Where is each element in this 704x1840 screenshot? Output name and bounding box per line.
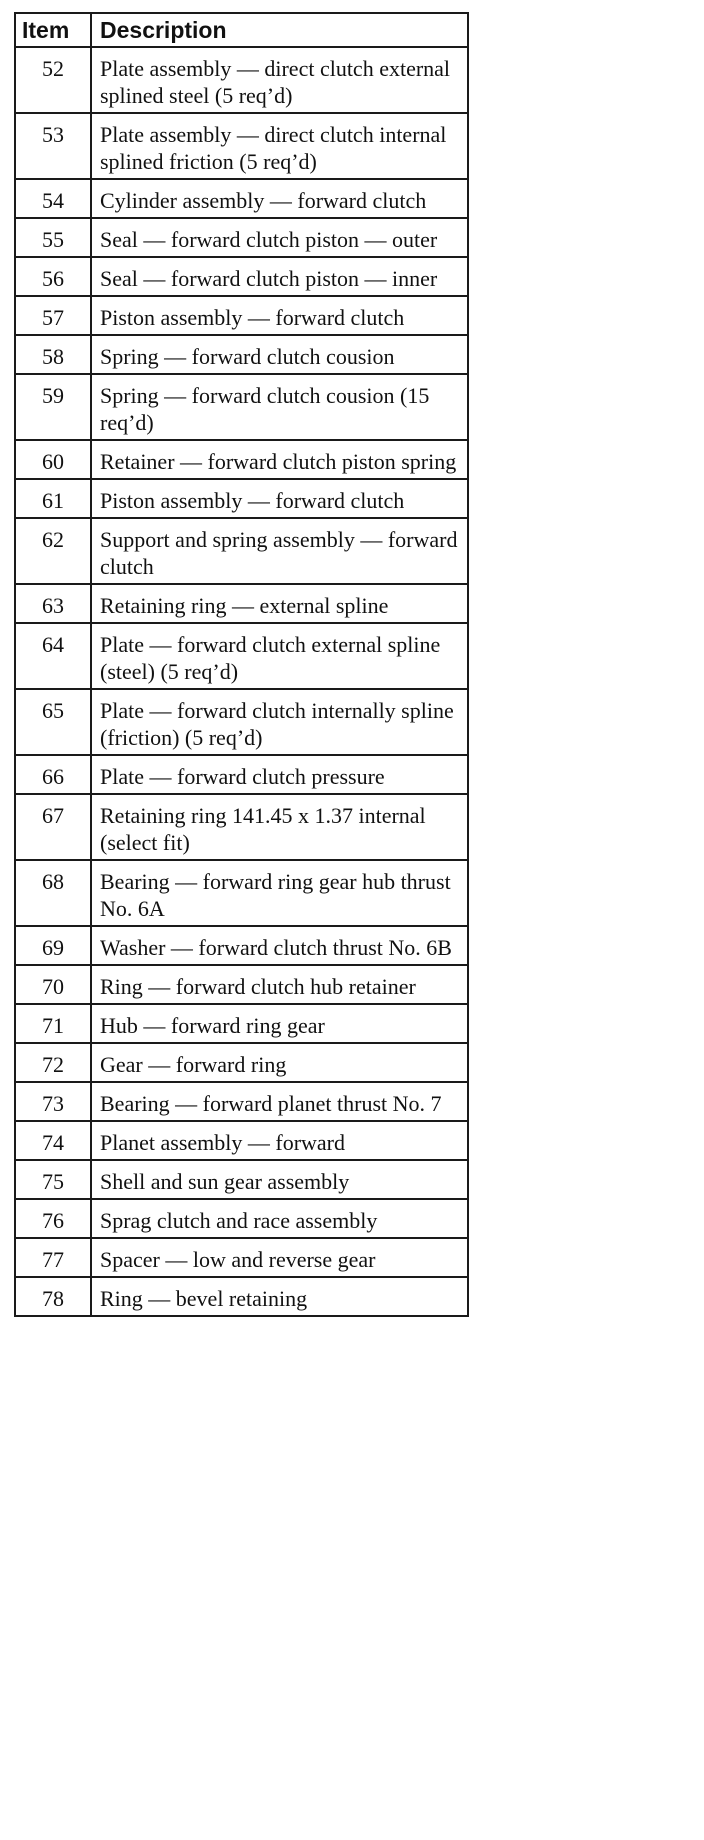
table-row bbox=[15, 794, 468, 860]
item-number-cell: 69 bbox=[15, 926, 91, 965]
table-row bbox=[15, 479, 468, 518]
description-column-header: Description bbox=[91, 13, 468, 47]
table-row bbox=[15, 1238, 468, 1277]
item-number-cell: 75 bbox=[15, 1160, 91, 1199]
table-row bbox=[15, 374, 468, 440]
table-row bbox=[15, 1004, 468, 1043]
table-row bbox=[15, 47, 468, 113]
item-number-cell: 60 bbox=[15, 440, 91, 479]
table-row bbox=[15, 1082, 468, 1121]
table-row bbox=[15, 257, 468, 296]
table-row bbox=[15, 518, 468, 584]
table-row bbox=[15, 1160, 468, 1199]
description-cell: Support and spring assembly — forward clutch bbox=[91, 518, 468, 584]
description-cell: Ring — forward clutch hub retainer bbox=[91, 965, 468, 1004]
parts-table bbox=[14, 12, 469, 1317]
header-row bbox=[15, 13, 468, 47]
description-cell: Hub — forward ring gear bbox=[91, 1004, 468, 1043]
description-cell: Spring — forward clutch cousion bbox=[91, 335, 468, 374]
description-cell: Plate assembly — direct clutch internal splined friction (5 req’d) bbox=[91, 113, 468, 179]
description-cell: Gear — forward ring bbox=[91, 1043, 468, 1082]
item-number-cell: 65 bbox=[15, 689, 91, 755]
item-number-cell: 77 bbox=[15, 1238, 91, 1277]
table-row bbox=[15, 860, 468, 926]
description-cell: Plate — forward clutch pressure bbox=[91, 755, 468, 794]
description-cell: Seal — forward clutch piston — inner bbox=[91, 257, 468, 296]
item-number-cell: 55 bbox=[15, 218, 91, 257]
item-number-cell: 53 bbox=[15, 113, 91, 179]
item-number-cell: 61 bbox=[15, 479, 91, 518]
table-row bbox=[15, 1199, 468, 1238]
table-row bbox=[15, 179, 468, 218]
table-row bbox=[15, 623, 468, 689]
item-number-cell: 71 bbox=[15, 1004, 91, 1043]
item-number-cell: 74 bbox=[15, 1121, 91, 1160]
item-column-header: Item bbox=[15, 13, 91, 47]
description-cell: Plate — forward clutch internally spline (friction) (5 req’d) bbox=[91, 689, 468, 755]
description-cell: Plate — forward clutch external spline (steel) (5 req’d) bbox=[91, 623, 468, 689]
item-number-cell: 59 bbox=[15, 374, 91, 440]
description-cell: Spring — forward clutch cousion (15 req’d) bbox=[91, 374, 468, 440]
table-row bbox=[15, 1121, 468, 1160]
item-number-cell: 62 bbox=[15, 518, 91, 584]
table-row bbox=[15, 689, 468, 755]
description-cell: Retaining ring 141.45 x 1.37 internal (select fit) bbox=[91, 794, 468, 860]
description-cell: Retainer — forward clutch piston spring bbox=[91, 440, 468, 479]
table-row bbox=[15, 335, 468, 374]
item-number-cell: 63 bbox=[15, 584, 91, 623]
description-cell: Spacer — low and reverse gear bbox=[91, 1238, 468, 1277]
description-cell: Washer — forward clutch thrust No. 6B bbox=[91, 926, 468, 965]
description-cell: Piston assembly — forward clutch bbox=[91, 296, 468, 335]
description-cell: Piston assembly — forward clutch bbox=[91, 479, 468, 518]
item-number-cell: 64 bbox=[15, 623, 91, 689]
item-number-cell: 72 bbox=[15, 1043, 91, 1082]
item-number-cell: 76 bbox=[15, 1199, 91, 1238]
table-row bbox=[15, 1043, 468, 1082]
item-number-cell: 57 bbox=[15, 296, 91, 335]
item-number-cell: 66 bbox=[15, 755, 91, 794]
table-row bbox=[15, 296, 468, 335]
table-row bbox=[15, 113, 468, 179]
table-row bbox=[15, 755, 468, 794]
table-row bbox=[15, 440, 468, 479]
table-row bbox=[15, 926, 468, 965]
table-row bbox=[15, 1277, 468, 1316]
description-cell: Shell and sun gear assembly bbox=[91, 1160, 468, 1199]
description-cell: Bearing — forward planet thrust No. 7 bbox=[91, 1082, 468, 1121]
description-cell: Seal — forward clutch piston — outer bbox=[91, 218, 468, 257]
description-cell: Retaining ring — external spline bbox=[91, 584, 468, 623]
description-cell: Ring — bevel retaining bbox=[91, 1277, 468, 1316]
table-row bbox=[15, 965, 468, 1004]
table-row bbox=[15, 218, 468, 257]
description-cell: Bearing — forward ring gear hub thrust No. 6A bbox=[91, 860, 468, 926]
item-number-cell: 78 bbox=[15, 1277, 91, 1316]
description-cell: Planet assembly — forward bbox=[91, 1121, 468, 1160]
table-row bbox=[15, 584, 468, 623]
description-cell: Sprag clutch and race assembly bbox=[91, 1199, 468, 1238]
item-number-cell: 70 bbox=[15, 965, 91, 1004]
description-cell: Cylinder assembly — forward clutch bbox=[91, 179, 468, 218]
item-number-cell: 54 bbox=[15, 179, 91, 218]
item-number-cell: 67 bbox=[15, 794, 91, 860]
item-number-cell: 68 bbox=[15, 860, 91, 926]
item-number-cell: 56 bbox=[15, 257, 91, 296]
description-cell: Plate assembly — direct clutch external splined steel (5 req’d) bbox=[91, 47, 468, 113]
parts-table-body bbox=[15, 47, 468, 1316]
item-number-cell: 52 bbox=[15, 47, 91, 113]
item-number-cell: 58 bbox=[15, 335, 91, 374]
item-number-cell: 73 bbox=[15, 1082, 91, 1121]
